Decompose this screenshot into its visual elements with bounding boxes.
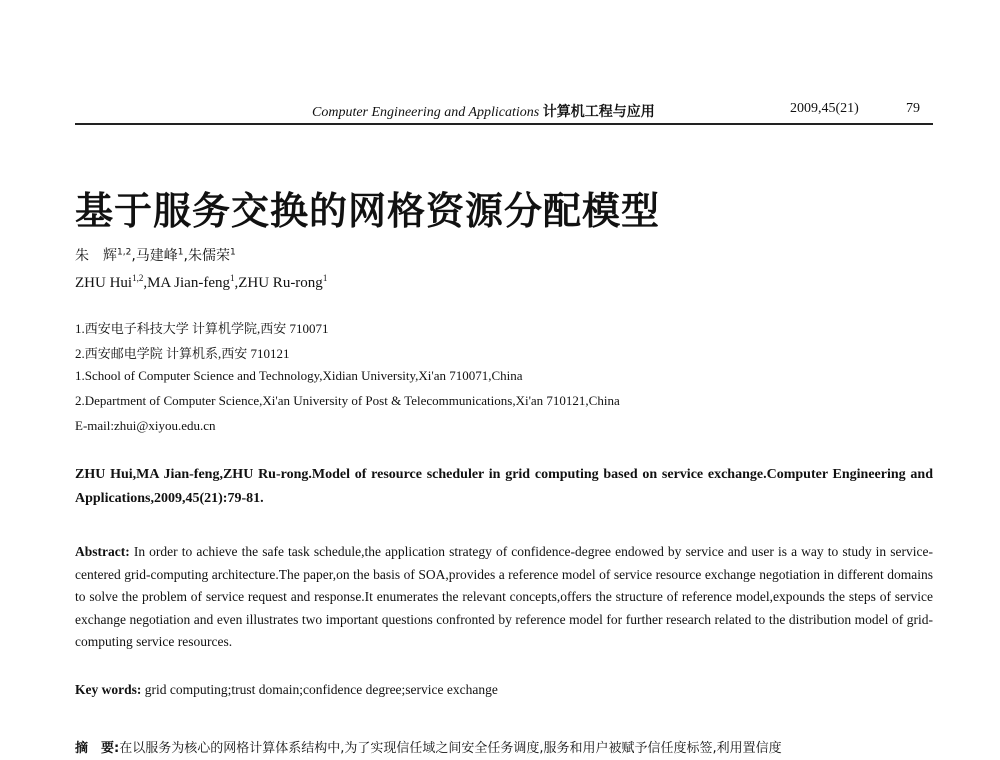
abstract-cn bbox=[75, 737, 782, 756]
author-affil: 1 bbox=[322, 273, 328, 283]
page-number: 79 bbox=[906, 101, 920, 116]
keywords-text: grid computing;trust domain;confidence degree;service exchange bbox=[144, 682, 498, 697]
abstract-en bbox=[75, 541, 933, 654]
paper-title: 基于服务交换的网格资源分配模型 bbox=[75, 188, 661, 233]
email: E-mail:zhui@xiyou.edu.cn bbox=[75, 418, 216, 433]
affiliation: 2.西安邮电学院 计算机系,西安 710121 bbox=[75, 346, 290, 361]
issue-info: 2009,45(21) bbox=[790, 101, 859, 116]
affiliation: 1.School of Computer Science and Technology,Xidian University,Xi'an 710071,China bbox=[75, 368, 523, 383]
author-affil: 1 bbox=[229, 247, 236, 258]
authors-en bbox=[75, 273, 327, 292]
abstract-label: Abstract: bbox=[75, 544, 130, 559]
author-name: ,马建峰 bbox=[131, 248, 178, 264]
authors-cn bbox=[75, 245, 236, 265]
running-header-journal bbox=[312, 101, 655, 121]
affiliation: 2.Department of Computer Science,Xi'an University of Post & Telecommunications,Xi'an 710121,China bbox=[75, 393, 620, 408]
author-name: ,MA Jian-feng bbox=[143, 275, 230, 291]
author-affil: 1,2 bbox=[132, 273, 144, 283]
keywords-label: Key words: bbox=[75, 682, 142, 697]
journal-name-cn: 计算机工程与应用 bbox=[542, 105, 655, 120]
author-name: ,朱儒荣 bbox=[183, 248, 230, 264]
author-name: ZHU Hui bbox=[75, 275, 133, 291]
abstract-cn-text: 在以服务为核心的网格计算体系结构中,为了实现信任域之间安全任务调度,服务和用户被赋予信任度标签,利用置信度 bbox=[119, 741, 782, 756]
keywords bbox=[75, 682, 498, 698]
affiliation: 1.西安电子科技大学 计算机学院,西安 710071 bbox=[75, 321, 329, 336]
author-affil: 1,2 bbox=[117, 247, 132, 258]
abstract-text: In order to achieve the safe task schedule,the application strategy of confidence-degree endowed by service and user is a way to study in service-centered grid-computing architecture.The paper,on the basis of SOA,provides a reference model of service resource exchange negotiation in different domains to solve the problem of service request and response.It enumerates the relevant concepts,offers the structure of reference model,expounds the steps of service exchange negotiation and even illustrates two important questions confronted by reference model for further research related to the distribution model of grid-computing service resources. bbox=[75, 544, 933, 650]
citation: ZHU Hui,MA Jian-feng,ZHU Ru-rong.Model of resource scheduler in grid computing based on service exchange.Computer Engineering and Applications,2009,45(21):79-81. bbox=[75, 467, 933, 506]
author-affil: 1 bbox=[177, 247, 184, 258]
author-name: 朱 辉 bbox=[75, 248, 117, 264]
journal-name-en: Computer Engineering and Applications bbox=[312, 105, 540, 120]
abstract-cn-label: 摘 要: bbox=[75, 741, 120, 756]
header-rule bbox=[75, 123, 933, 125]
author-name: ,ZHU Ru-rong bbox=[234, 275, 323, 291]
author-affil: 1 bbox=[229, 273, 235, 283]
